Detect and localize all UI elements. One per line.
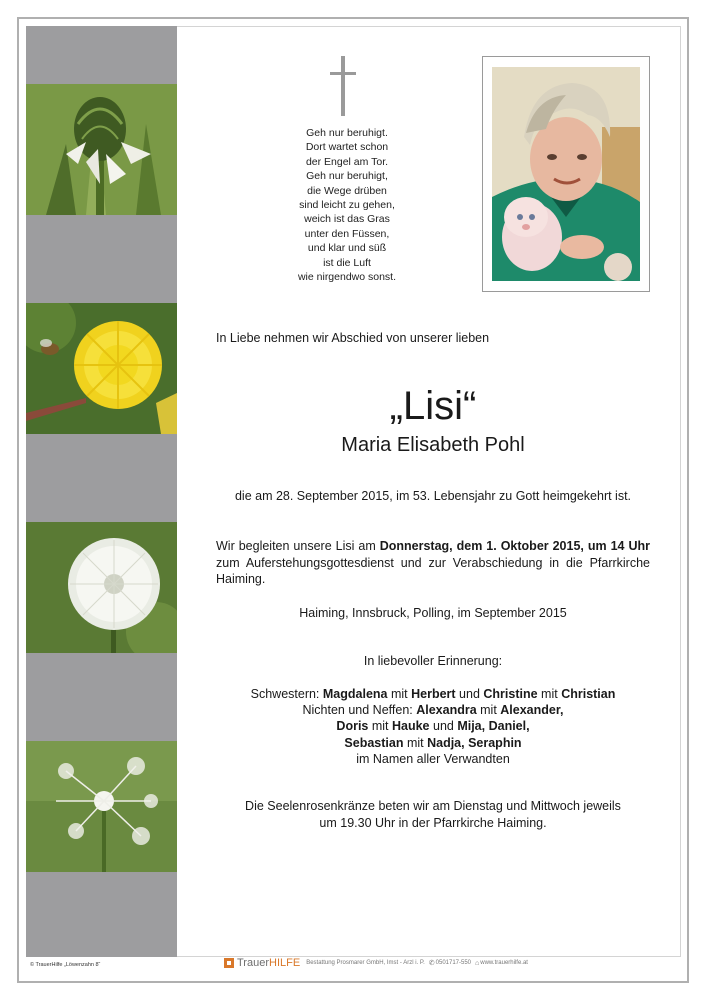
family-line-sisters: Schwestern: Magdalena mit Herbert und Christine mit Christian (250, 687, 616, 701)
funeral-text: zum Auferstehungsgottesdienst und zur Verabschiedung in die Pfarrkirche (216, 555, 650, 570)
deceased-full-name: Maria Elisabeth Pohl (341, 434, 525, 456)
rosary-notice (200, 798, 666, 831)
trauerhilfe-logo-icon (224, 958, 234, 968)
deceased-nickname: „Lisi“ (389, 384, 477, 428)
phone-icon: ✆ (428, 960, 435, 967)
company-name: Bestattung Prosmarer GmbH, Imst - Arzl i. P. (306, 960, 425, 966)
intro-text: In Liebe nehmen wir Abschied von unserer lieben (216, 331, 490, 345)
death-notice: die am 28. September 2015, im 53. Lebensjahr zu Gott heimgekehrt ist. (234, 489, 632, 503)
cross-icon (330, 56, 356, 116)
funeral-text: Haiming. (216, 572, 266, 586)
logo-text: Trauer (237, 957, 269, 969)
mouse-icon: ⌂ (475, 959, 480, 967)
logo-text: HILFE (269, 957, 301, 969)
family-line-nieces: Doris mit Hauke und Mija, Daniel, (336, 719, 530, 734)
portrait-photo (492, 67, 640, 281)
rosary-line: Die Seelenrosenkränze beten wir am Dienstag und Mittwoch jeweils (245, 799, 621, 813)
dandelion-bud-photo (26, 84, 177, 215)
poem-line: der Engel am Tor. (305, 155, 389, 168)
funeral-text: Wir begleiten unsere Lisi am (216, 539, 380, 553)
remembrance-heading: In liebevoller Erinnerung: (363, 654, 503, 668)
poem-line: unter den Füssen, (304, 227, 390, 240)
poem-line: sind leicht zu gehen, (299, 199, 395, 212)
poem-line: Geh nur beruhigt, (306, 170, 388, 183)
place-date: Haiming, Innsbruck, Polling, im September 2015 (299, 606, 567, 620)
poem-line: und klar und süß (307, 242, 387, 255)
funeral-date: Donnerstag, dem 1. Oktober 2015, um 14 Uhr (379, 539, 651, 553)
rosary-line: um 19.30 Uhr in der Pfarrkirche Haiming. (319, 815, 547, 830)
image-credit: © TrauerHilfe „Löwenzahn 8“ (30, 962, 101, 968)
dandelion-flower-photo (26, 303, 177, 434)
poem-line: Geh nur beruhigt. (306, 127, 388, 139)
footer (224, 956, 528, 970)
dandelion-seeds-flying-photo (26, 741, 177, 872)
poem-line: Dort wartet schon (305, 141, 389, 154)
poem-line: die Wege drüben (307, 184, 387, 197)
funeral-details (216, 538, 650, 588)
side-strip (26, 26, 177, 957)
phone-number: 0501717-550 (435, 960, 472, 966)
family-line-relatives: im Namen aller Verwandten (356, 751, 510, 766)
poem-line: ist die Luft (323, 256, 371, 269)
dandelion-seedhead-photo (26, 522, 177, 653)
family-line-nieces: Sebastian mit Nadja, Seraphin (344, 735, 522, 750)
poem (262, 126, 432, 284)
website-link[interactable]: www.trauerhilfe.at (480, 960, 528, 966)
poem-line: weich ist das Gras (304, 213, 390, 226)
poem-line: wie nirgendwo sonst. (297, 271, 397, 284)
family-list (200, 686, 666, 767)
portrait-frame (482, 56, 650, 292)
family-line-nieces: Nichten und Neffen: Alexandra mit Alexander, (302, 703, 564, 718)
